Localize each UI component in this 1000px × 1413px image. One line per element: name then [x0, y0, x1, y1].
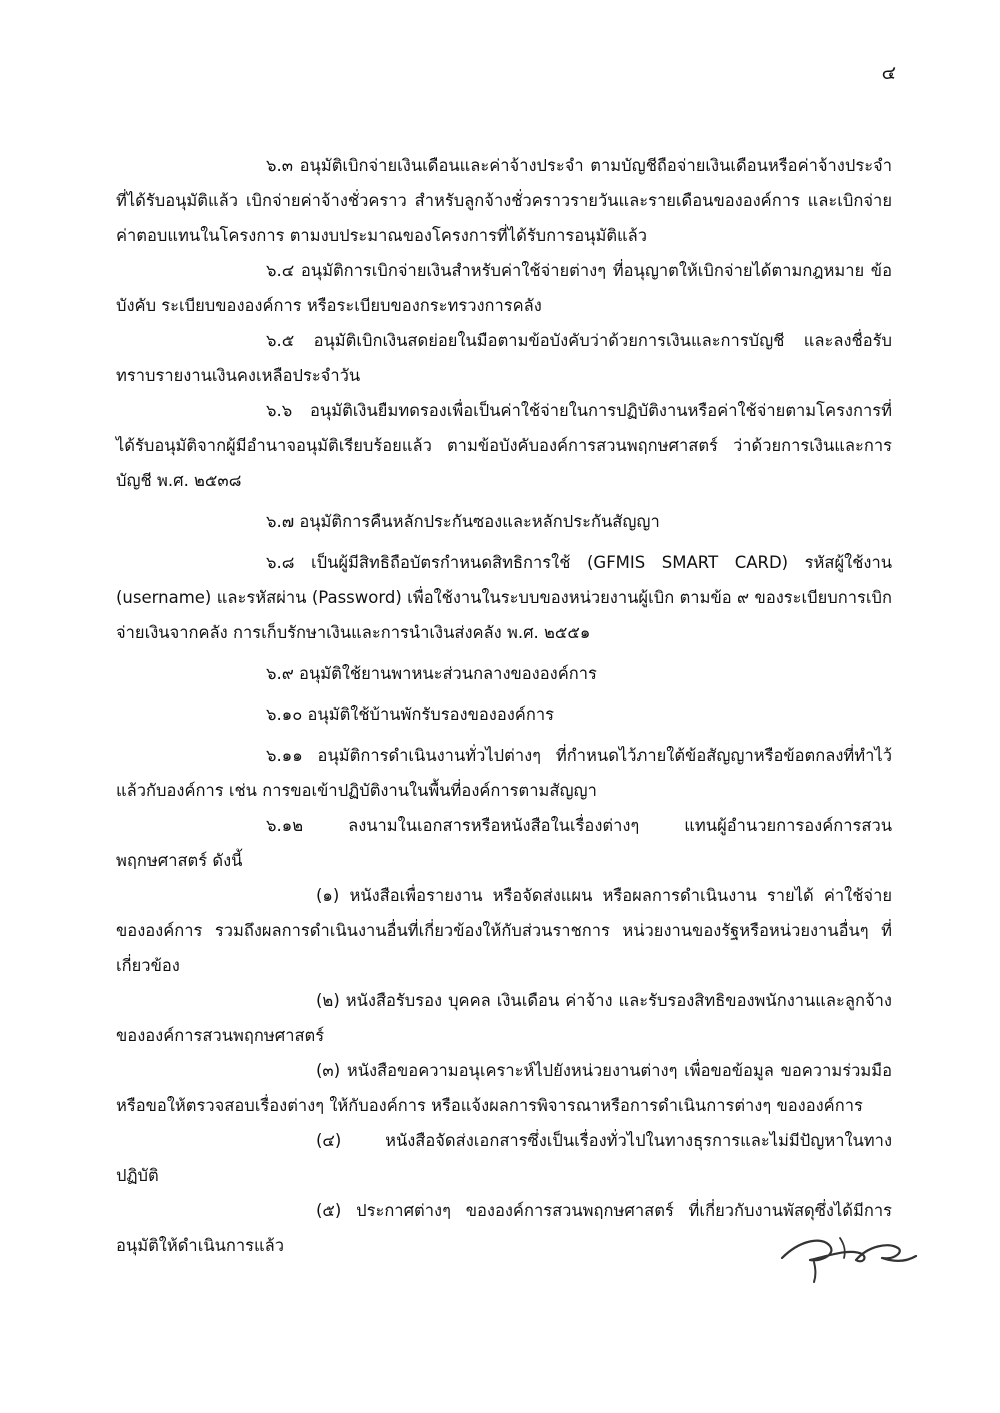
paragraph-6-11: ๖.๑๑ อนุมัติการดำเนินงานทั่วไปต่างๆ ที่กำหนดไว้ภายใต้ข้อสัญญาหรือข้อตกลงที่ทำไว้แล้วกับองค์การ เช่น การขอเข้าปฏิบัติงานในพื้นที่องค์การตามสัญญา	[116, 746, 892, 800]
paragraph-6-5: ๖.๕ อนุมัติเบิกเงินสดย่อยในมือตามข้อบังคับว่าด้วยการเงินและการบัญชี และลงชื่อรับทราบรายงานเงินคงเหลือประจำวัน	[116, 331, 892, 385]
handwritten-signature	[770, 1218, 920, 1288]
paragraph-6-6: ๖.๖ อนุมัติเงินยืมทดรองเพื่อเป็นค่าใช้จ่ายในการปฏิบัติงานหรือค่าใช้จ่ายตามโครงการที่ได้รับอนุมัติจากผู้มีอำนาจอนุมัติเรียบร้อยแล้ว ตามข้อบังคับองค์การสวนพฤกษศาสตร์ ว่าด้วยการเงินและการบัญชี พ.ศ. ๒๕๓๘	[116, 401, 892, 490]
paragraph-6-8: ๖.๘ เป็นผู้มีสิทธิถือบัตรกำหนดสิทธิการใช้ (GFMIS SMART CARD) รหัสผู้ใช้งาน (username) และรหัสผ่าน (Password) เพื่อใช้งานในระบบของหน่วยงานผู้เบิก ตามข้อ ๙ ของระเบียบการเบิกจ่ายเงินจากคลัง การเก็บรักษาเงินและการนำเงินส่งคลัง พ.ศ. ๒๕๕๑	[116, 553, 892, 642]
paragraph-6-7: ๖.๗ อนุมัติการคืนหลักประกันซองและหลักประกันสัญญา	[266, 512, 660, 531]
page-number: ๔	[881, 62, 896, 84]
paragraph-6-12: ๖.๑๒ ลงนามในเอกสารหรือหนังสือในเรื่องต่างๆ แทนผู้อำนวยการองค์การสวนพฤกษศาสตร์ ดังนี้	[116, 816, 892, 870]
sub-item-3: (๓) หนังสือขอความอนุเคราะห์ไปยังหน่วยงานต่างๆ เพื่อขอข้อมูล ขอความร่วมมือหรือขอให้ตรวจสอบเรื่องต่างๆ ให้กับองค์การ หรือแจ้งผลการพิจารณาหรือการดำเนินการต่างๆ ขององค์การ	[116, 1061, 892, 1115]
document-body	[116, 148, 892, 1263]
paragraph-6-9: ๖.๙ อนุมัติใช้ยานพาหนะส่วนกลางขององค์การ	[266, 664, 597, 683]
paragraph-6-3: ๖.๓ อนุมัติเบิกจ่ายเงินเดือนและค่าจ้างประจำ ตามบัญชีถือจ่ายเงินเดือนหรือค่าจ้างประจำที่ได้รับอนุมัติแล้ว เบิกจ่ายค่าจ้างชั่วคราว สำหรับลูกจ้างชั่วคราวรายวันและรายเดือนขององค์การ และเบิกจ่ายค่าตอบแทนในโครงการ ตามงบประมาณของโครงการที่ได้รับการอนุมัติแล้ว	[116, 156, 892, 245]
paragraph-6-4: ๖.๔ อนุมัติการเบิกจ่ายเงินสำหรับค่าใช้จ่ายต่างๆ ที่อนุญาตให้เบิกจ่ายได้ตามกฎหมาย ข้อบังคับ ระเบียบขององค์การ หรือระเบียบของกระทรวงการคลัง	[116, 261, 892, 315]
sub-item-1: (๑) หนังสือเพื่อรายงาน หรือจัดส่งแผน หรือผลการดำเนินงาน รายได้ ค่าใช้จ่ายขององค์การ รวมถึงผลการดำเนินงานอื่นที่เกี่ยวข้องให้กับส่วนราชการ หน่วยงานของรัฐหรือหน่วยงานอื่นๆ ที่เกี่ยวข้อง	[116, 886, 892, 975]
sub-item-4: (๔) หนังสือจัดส่งเอกสารซึ่งเป็นเรื่องทั่วไปในทางธุรการและไม่มีปัญหาในทางปฏิบัติ	[116, 1131, 892, 1185]
sub-item-2: (๒) หนังสือรับรอง บุคคล เงินเดือน ค่าจ้าง และรับรองสิทธิของพนักงานและลูกจ้างขององค์การสวนพฤกษศาสตร์	[116, 991, 892, 1045]
paragraph-6-10: ๖.๑๐ อนุมัติใช้บ้านพักรับรองขององค์การ	[266, 705, 554, 724]
sub-item-5: (๕) ประกาศต่างๆ ขององค์การสวนพฤกษศาสตร์ ที่เกี่ยวกับงานพัสดุซึ่งได้มีการอนุมัติให้ดำเนินการแล้ว	[116, 1201, 892, 1255]
